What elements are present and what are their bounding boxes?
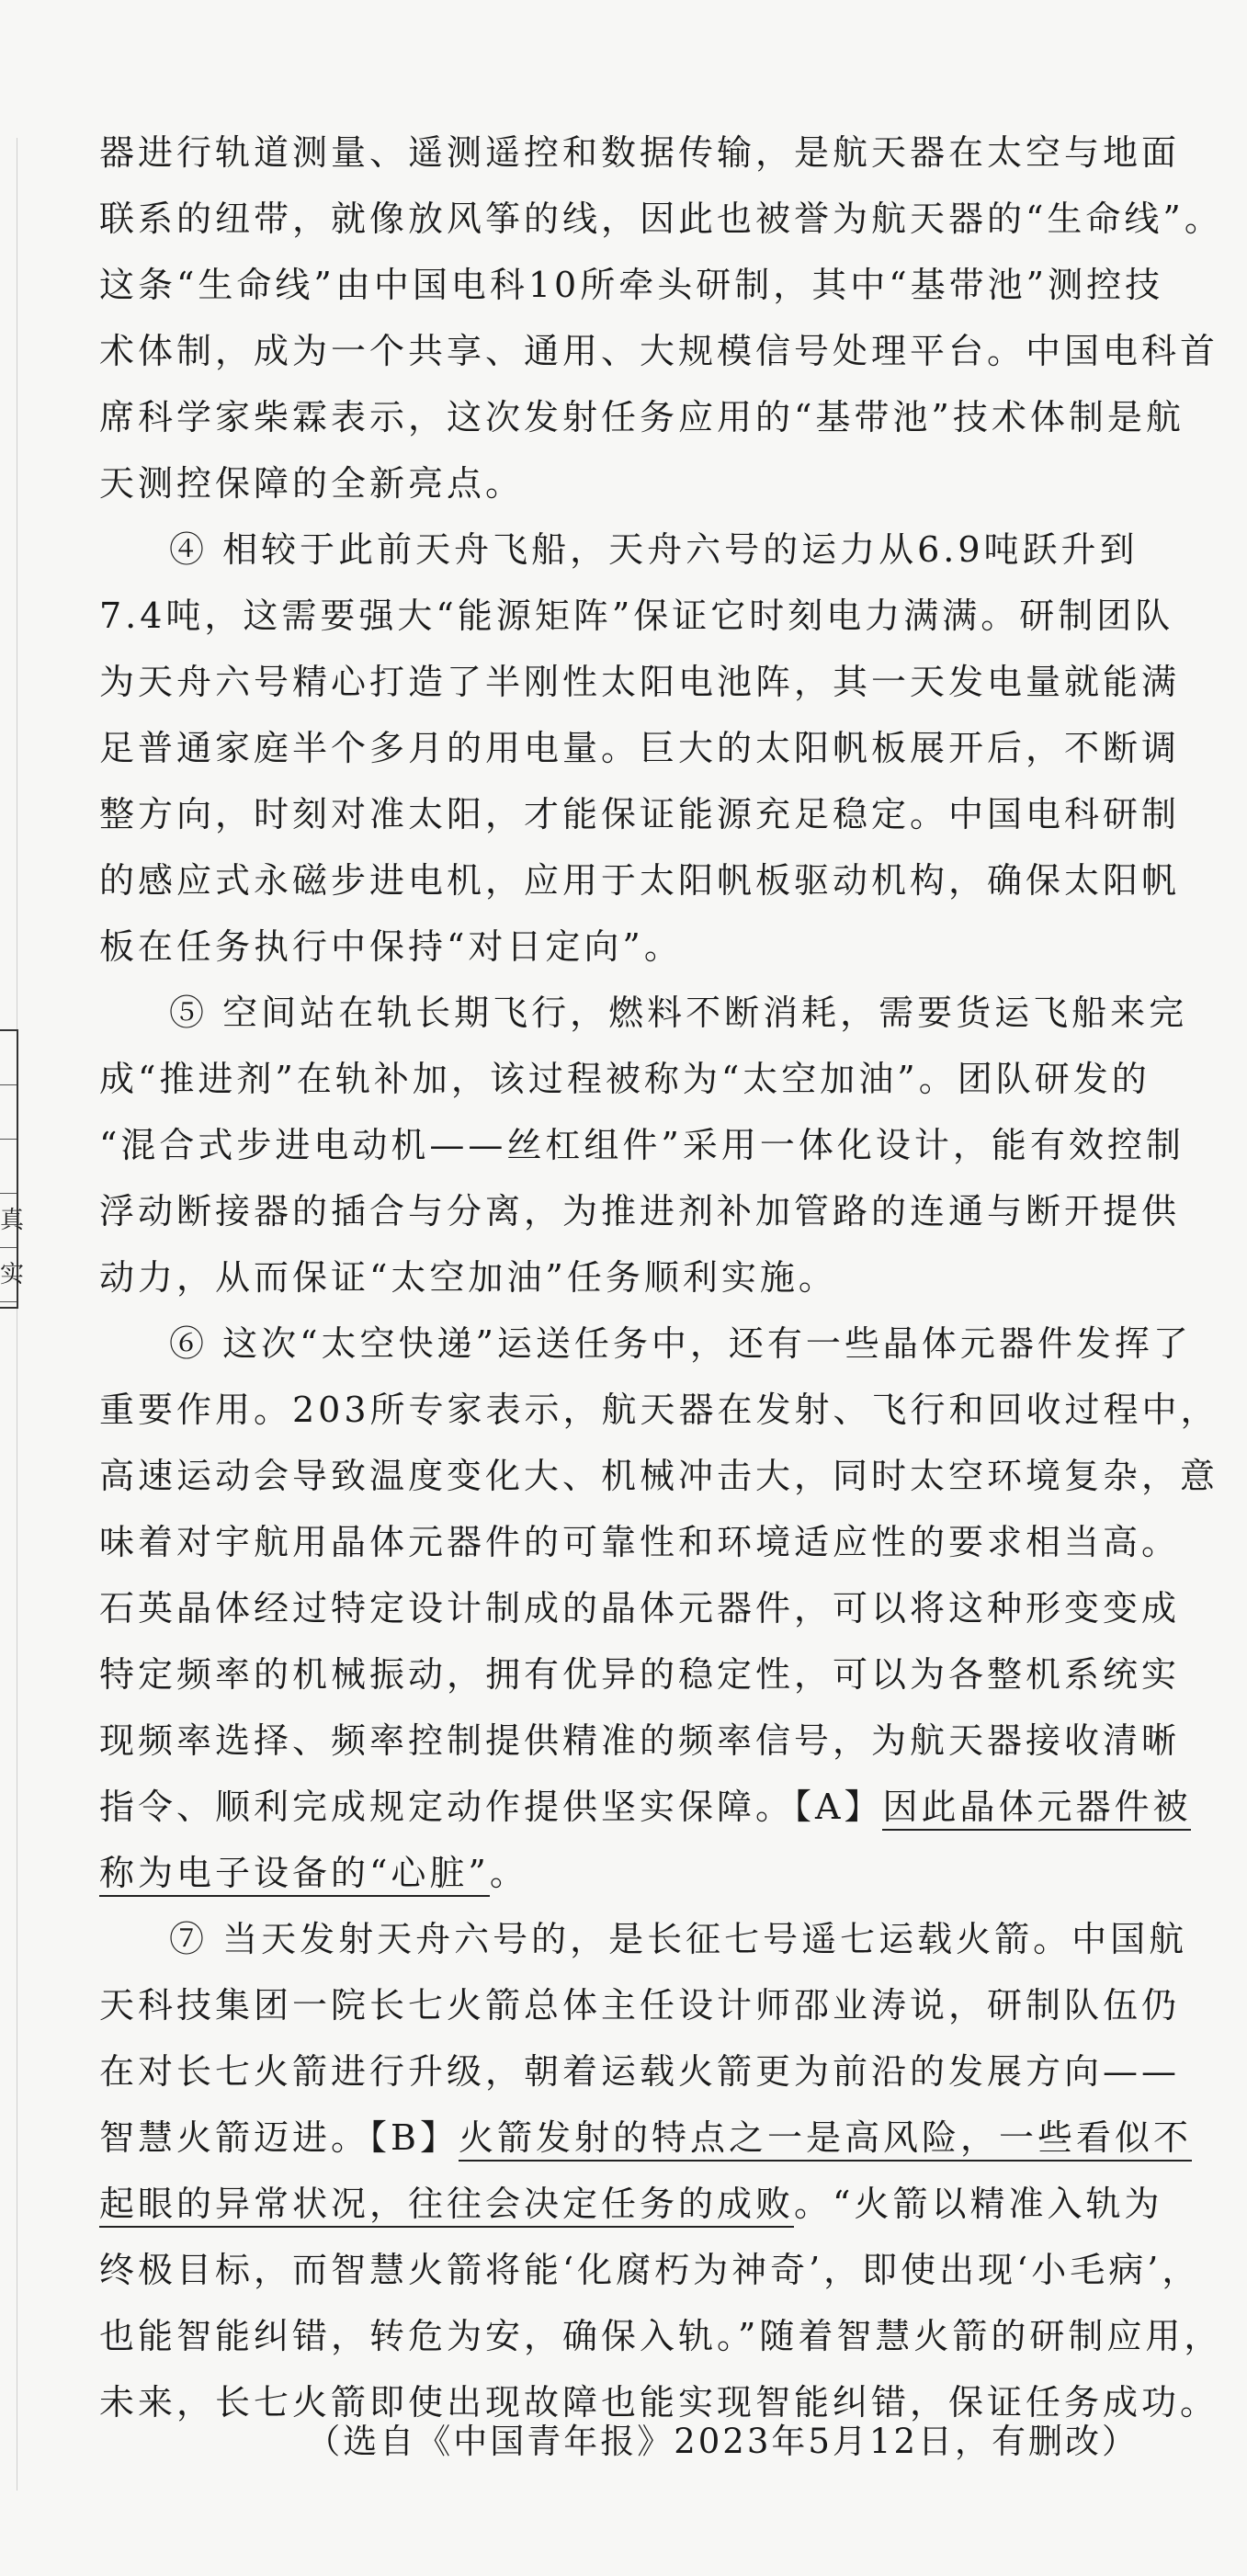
text-line: 联系的纽带，就像放风筝的线，因此也被誉为航天器的“生命线”。: [99, 199, 1223, 239]
underlined-sentence-b: 火箭发射的特点之一是高风险，一些看似不: [459, 2117, 1192, 2162]
side-cell: [0, 1085, 17, 1140]
text-line: 终极目标，而智慧火箭将能‘化腐朽为神奇’，即使出现‘小毛病’，: [99, 2250, 1201, 2290]
text-line: ⑤ 空间站在轨长期飞行，燃料不断消耗，需要货运飞船来完: [169, 993, 1188, 1033]
text-line: 高速运动会导致温度变化大、机械冲击大，同时太空环境复杂，意: [99, 1456, 1219, 1496]
text-line: 也能智能纠错，转危为安，确保入轨。”随着智慧火箭的研制应用，: [99, 2316, 1223, 2356]
paragraph-4: [99, 516, 1181, 980]
text-line: 动力，从而保证“太空加油”任务顺利实施。: [99, 1257, 837, 1298]
text-line: 特定频率的机械振动，拥有优异的稳定性，可以为各整机系统实: [99, 1654, 1181, 1695]
marker-a: 【A】: [794, 1787, 883, 1827]
text-line: 板在任务执行中保持“对日定向”。: [99, 926, 683, 967]
text-line: 石英晶体经过特定设计制成的晶体元器件，可以将这种形变变成: [99, 1588, 1181, 1628]
paragraph-3-tail: [99, 119, 1223, 516]
text-line: 这条“生命线”由中国电科10所牵头研制，其中“基带池”测控技: [99, 265, 1164, 305]
text-line: 7.4吨，这需要强大“能源矩阵”保证它时刻电力满满。研制团队: [99, 596, 1174, 636]
side-cell: [0, 1140, 17, 1194]
paragraph-5: [99, 980, 1188, 1311]
underlined-sentence-a: 因此晶体元器件被: [882, 1787, 1191, 1831]
text-line: [99, 2171, 1163, 2237]
text-line: 的感应式永磁步进电机，应用于太阳帆板驱动机构，确保太阳帆: [99, 860, 1181, 901]
side-answer-table: [0, 1029, 25, 1309]
text-line: 术体制，成为一个共享、通用、大规模信号处理平台。中国电科首: [99, 331, 1219, 371]
text-line: 席科学家柴霖表示，这次发射任务应用的“基带池”技术体制是航: [99, 397, 1185, 437]
article-body: [99, 119, 1223, 2435]
text-span: 。“火箭以精准入轨为: [794, 2184, 1163, 2224]
text-line: 天测控保障的全新亮点。: [99, 463, 525, 504]
side-cell: [0, 1031, 17, 1085]
text-line: 器进行轨道测量、遥测遥控和数据传输，是航天器在太空与地面: [99, 132, 1181, 173]
paragraph-6: [99, 1311, 1219, 1906]
text-span: 智慧火箭迈进。: [99, 2117, 370, 2158]
paragraph-7: [99, 1906, 1223, 2435]
text-line: 整方向，时刻对准太阳，才能保证能源充足稳定。中国电科研制: [99, 794, 1181, 834]
marker-b: 【B】: [369, 2117, 459, 2158]
text-line: ⑦ 当天发射天舟六号的，是长征七号遥七运载火箭。中国航: [169, 1919, 1188, 1959]
source-citation: （选自《中国青年报》2023年5月12日，有删改）: [306, 2422, 1139, 2461]
text-line: 成“推进剂”在轨补加，该过程被称为“太空加油”。团队研发的: [99, 1059, 1151, 1099]
side-cell: 实: [0, 1248, 17, 1302]
text-span: 。: [489, 1853, 528, 1893]
text-line: [99, 1840, 1138, 1906]
text-line: “混合式步进电动机——丝杠组件”采用一体化设计，能有效控制: [99, 1125, 1185, 1165]
text-line: 味着对宇航用晶体元器件的可靠性和环境适应性的要求相当高。: [99, 1522, 1181, 1562]
text-line: 在对长七火箭进行升级，朝着运载火箭更为前沿的发展方向——: [99, 2051, 1181, 2092]
text-line: 天科技集团一院长七火箭总体主任设计师邵业涛说，研制队伍仍: [99, 1985, 1181, 2026]
text-line: 浮动断接器的插合与分离，为推进剂补加管路的连通与断开提供: [99, 1191, 1181, 1231]
text-line: 未来，长七火箭即使出现故障也能实现智能纠错，保证任务成功。: [99, 2382, 1219, 2423]
text-span: 指令、顺利完成规定动作提供坚实保障。: [99, 1787, 795, 1827]
underlined-sentence-a-cont: 称为电子设备的“心脏”: [99, 1853, 490, 1897]
text-line: 为天舟六号精心打造了半刚性太阳电池阵，其一天发电量就能满: [99, 662, 1181, 702]
text-line: ⑥ 这次“太空快递”运送任务中，还有一些晶体元器件发挥了: [169, 1323, 1192, 1364]
text-line-with-marker-a: [99, 1774, 1192, 1840]
text-line-with-marker-b: [99, 2105, 1192, 2171]
text-line: 足普通家庭半个多月的用电量。巨大的太阳帆板展开后，不断调: [99, 728, 1181, 768]
text-line: 重要作用。203所专家表示，航天器在发射、飞行和回收过程中，: [99, 1390, 1219, 1430]
side-cell: 真: [0, 1194, 17, 1248]
text-line: 现频率选择、频率控制提供精准的频率信号，为航天器接收清晰: [99, 1720, 1181, 1761]
text-line: ④ 相较于此前天舟飞船，天舟六号的运力从6.9吨跃升到: [169, 529, 1139, 570]
underlined-sentence-b-cont: 起眼的异常状况，往往会决定任务的成败: [99, 2184, 794, 2228]
